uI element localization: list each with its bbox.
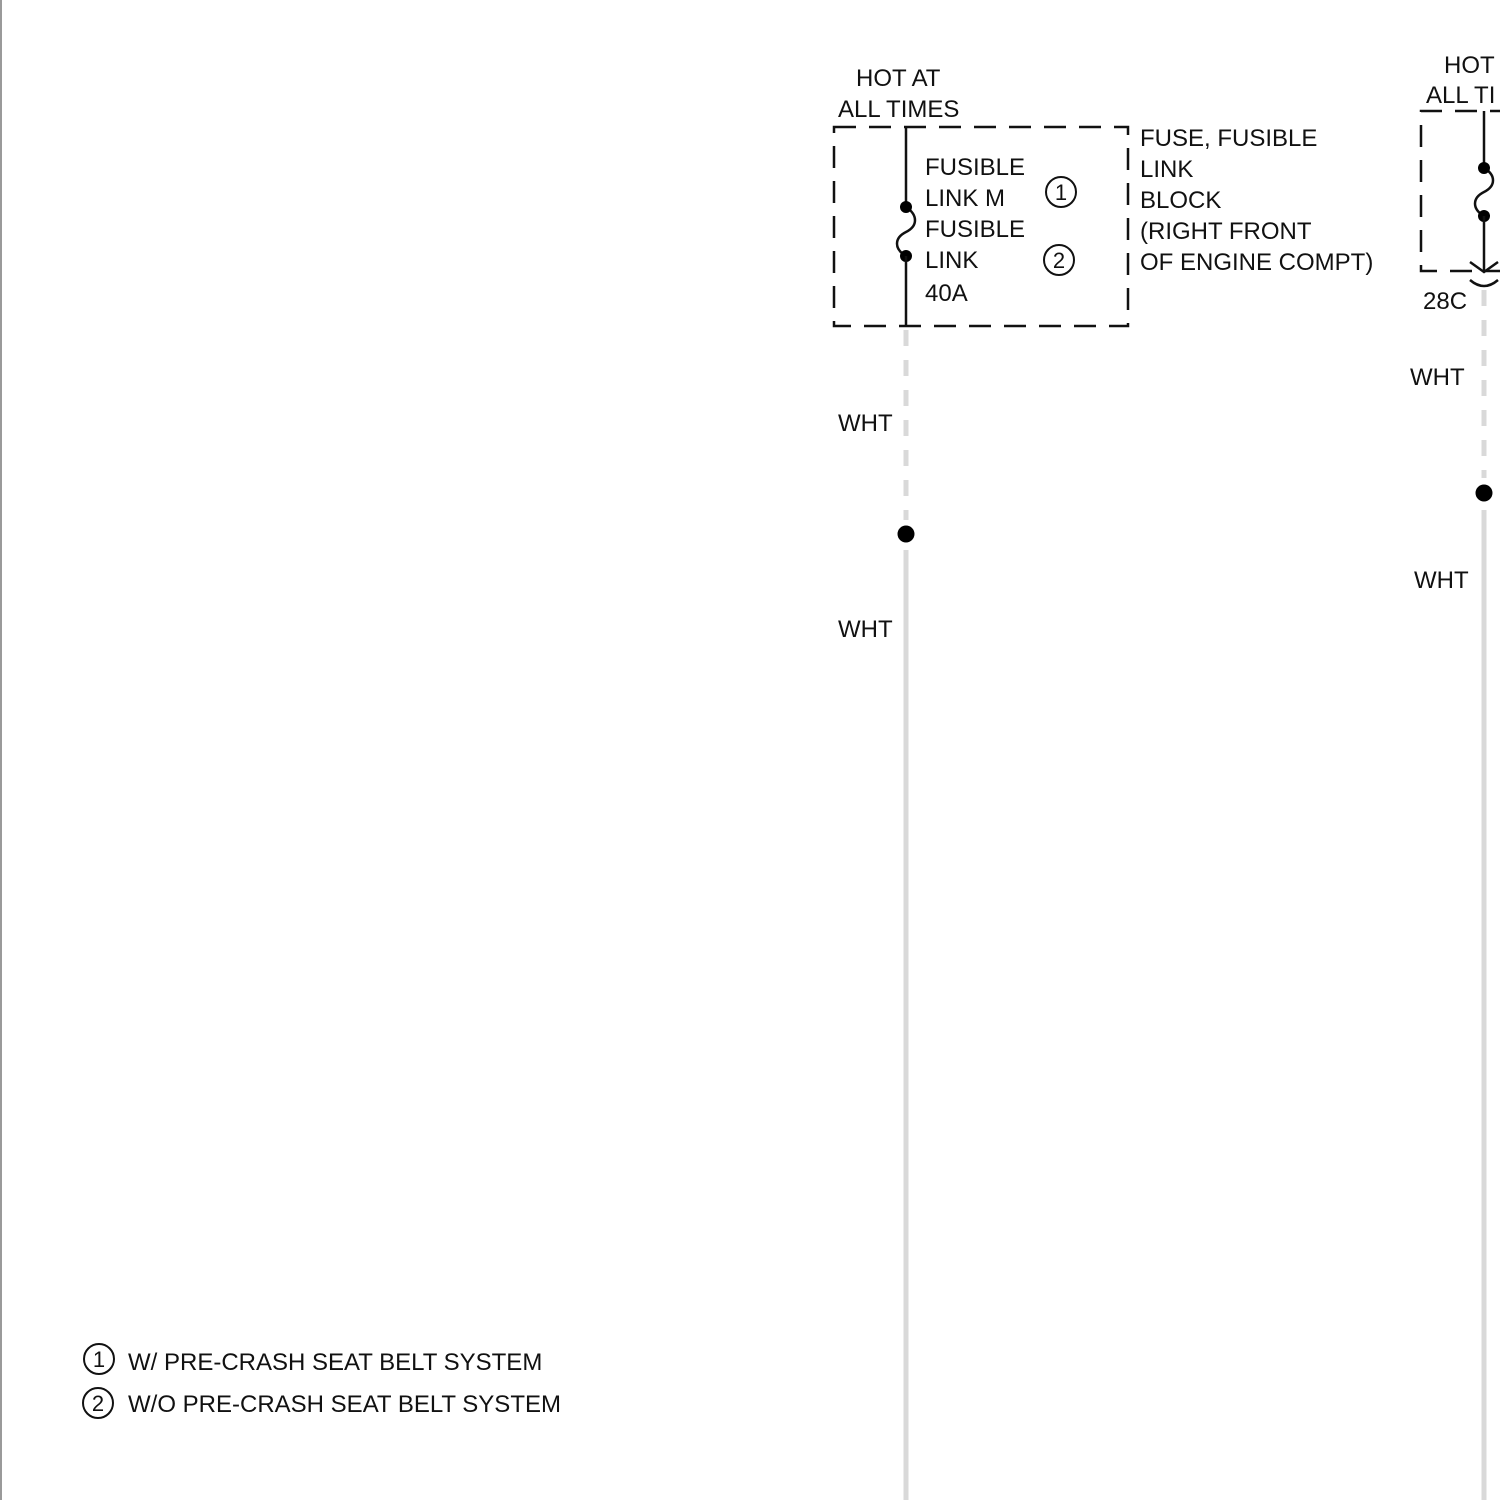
block-label-line5: OF ENGINE COMPT) — [1140, 249, 1374, 276]
fuse-label-line5: 40A — [925, 280, 968, 307]
legend — [83, 1344, 561, 1418]
right-wire-color-label-upper: WHT — [1410, 364, 1465, 391]
legend-text-2: W/O PRE-CRASH SEAT BELT SYSTEM — [128, 1391, 561, 1418]
left-circuit — [834, 65, 1373, 1500]
fuse-label-line1: FUSIBLE — [925, 154, 1026, 181]
right-fusible-link-symbol — [1475, 168, 1493, 216]
fuse-terminal-top — [900, 201, 912, 213]
fuse-label-line3: FUSIBLE — [925, 216, 1026, 243]
marker-2-number: 2 — [1052, 248, 1066, 273]
fuse-label-line2: LINK M — [925, 185, 1006, 212]
fusible-link-symbol — [897, 207, 915, 256]
right-connector-label: 28C — [1423, 288, 1468, 315]
hot-at-all-times-label-line1: HOT AT — [856, 65, 941, 92]
legend-marker-2-number: 2 — [91, 1391, 105, 1416]
wire-color-label-upper: WHT — [838, 410, 893, 437]
right-wire-color-label-lower: WHT — [1414, 567, 1469, 594]
block-label-line4: (RIGHT FRONT — [1140, 218, 1312, 245]
wire-color-label-lower: WHT — [838, 616, 893, 643]
right-fuse-terminal-top — [1478, 162, 1490, 174]
block-label-line2: LINK — [1140, 156, 1194, 183]
fuse-label-line4: LINK — [925, 247, 979, 274]
block-label-line3: BLOCK — [1140, 187, 1222, 214]
right-hot-label-line2: ALL TI — [1426, 82, 1496, 109]
right-hot-label-line1: HOT — [1444, 52, 1495, 79]
right-circuit — [1410, 52, 1500, 1500]
splice-point — [898, 526, 915, 543]
legend-marker-1-number: 1 — [92, 1347, 106, 1372]
right-fuse-block-outline — [1421, 111, 1500, 271]
legend-text-1: W/ PRE-CRASH SEAT BELT SYSTEM — [128, 1349, 543, 1376]
hot-at-all-times-label-line2: ALL TIMES — [838, 96, 960, 123]
marker-1-number: 1 — [1054, 180, 1068, 205]
right-splice-point — [1476, 485, 1493, 502]
block-label-line1: FUSE, FUSIBLE — [1140, 125, 1318, 152]
